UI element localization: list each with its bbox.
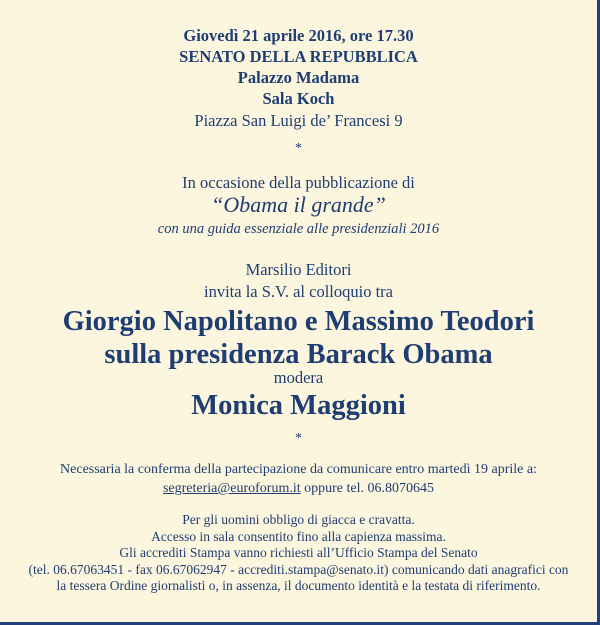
rsvp-email-link[interactable]: segreteria@euroforum.it: [162, 481, 301, 496]
note-line: (tel. 06.67063451 - fax 06.67062947 - accrediti.stampa@senato.it) comunicando dati anagrafici con: [28, 561, 569, 577]
moderator-label: modera: [273, 368, 324, 387]
rsvp-text: Necessaria la conferma della partecipazione da comunicare entro martedì 19 aprile a:: [60, 462, 537, 477]
book-title: “Obama il grande”: [211, 192, 386, 217]
rsvp-contact: [0, 480, 597, 498]
publisher: Marsilio Editori: [245, 260, 352, 279]
moderator-name: Monica Maggioni: [191, 390, 406, 421]
invite-text: invita la S.V. al colloquio tra: [204, 282, 393, 301]
venue-address: Piazza San Luigi de’ Francesi 9: [194, 111, 403, 130]
topic-heading: sulla presidenza Barack Obama: [104, 339, 493, 370]
note-line: Per gli uomini obbligo di giacca e cravatta.: [182, 512, 415, 527]
separator-star: *: [295, 431, 302, 446]
rsvp-phone: oppure tel. 06.8070645: [304, 481, 435, 496]
book-subtitle: con una guida essenziale alle presidenziali 2016: [157, 221, 440, 237]
occasion-intro: In occasione della pubblicazione di: [182, 173, 415, 192]
separator-star: *: [295, 141, 302, 156]
speakers-heading: Giorgio Napolitano e Massimo Teodori: [62, 306, 535, 337]
venue-name: SENATO DELLA REPUBBLICA: [179, 47, 418, 66]
venue-room: Sala Koch: [262, 89, 335, 108]
note-line: Gli accrediti Stampa vanno richiesti all’Ufficio Stampa del Senato: [119, 545, 478, 560]
event-date: Giovedì 21 aprile 2016, ore 17.30: [183, 26, 414, 45]
note-line: la tessera Ordine giornalisti o, in assenza, il documento identità e la testata di riferimento.: [56, 578, 541, 593]
note-line: Accesso in sala consentito fino alla capienza massima.: [151, 528, 446, 544]
venue-building: Palazzo Madama: [237, 68, 360, 87]
notes-block: [0, 512, 597, 595]
